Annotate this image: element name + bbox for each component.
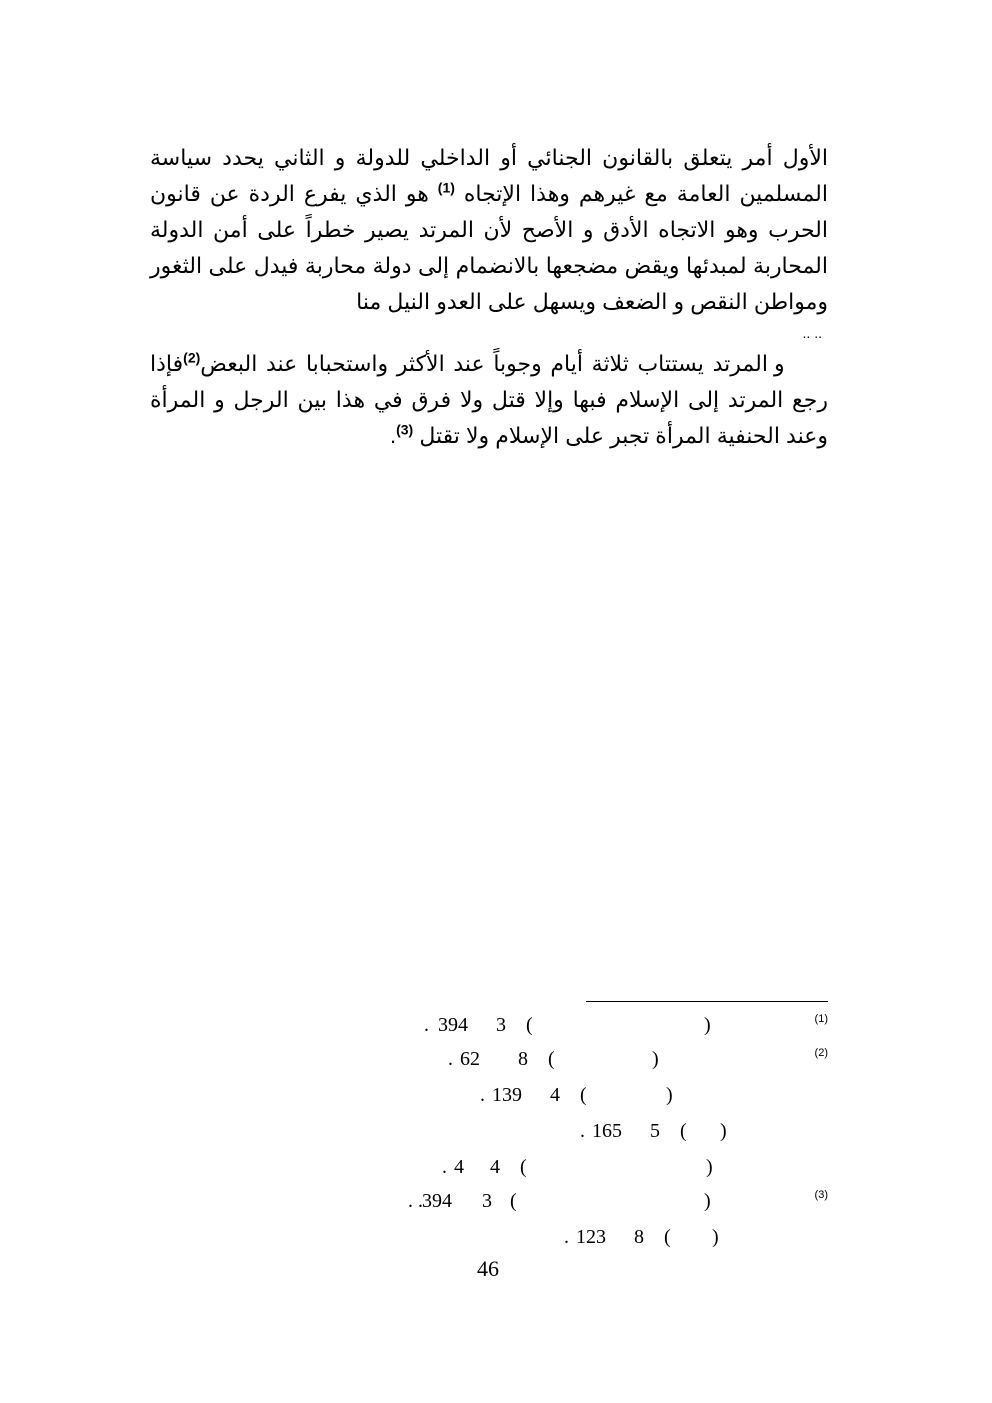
footnote-line xyxy=(300,1008,828,1042)
footnote-volume: 8 xyxy=(634,1226,644,1248)
footnote-paren-open: ) xyxy=(720,1120,727,1142)
footnote-period: . xyxy=(424,1014,429,1036)
footnote-page: 394 xyxy=(422,1190,452,1212)
footnote-volume: 3 xyxy=(496,1014,506,1036)
footnote-paren-open: ) xyxy=(652,1048,659,1070)
footnote-volume: 4 xyxy=(490,1156,500,1178)
footnote-ref-1[interactable]: (1) xyxy=(437,179,455,196)
footnote-page: 123 xyxy=(576,1226,606,1248)
footnote-period: . . xyxy=(408,1190,423,1212)
footnote-separator xyxy=(586,1001,828,1002)
main-text xyxy=(150,140,828,454)
footnote-paren-close: ( xyxy=(520,1156,527,1178)
footnote-ref-3[interactable]: (3) xyxy=(396,421,414,438)
footnote-page: 4 xyxy=(454,1156,464,1178)
footnote-volume: 8 xyxy=(518,1048,528,1070)
footnote-number: (1) xyxy=(814,1013,828,1025)
footnote-period: . xyxy=(480,1084,485,1106)
footnote-line xyxy=(300,1150,828,1184)
footnote-line xyxy=(300,1220,828,1254)
footnote-paren-close: ( xyxy=(526,1014,533,1036)
footnotes xyxy=(300,1008,828,1258)
paragraph-1-dots: .. .. xyxy=(802,325,822,341)
footnote-paren-close: ( xyxy=(548,1048,555,1070)
footnote-paren-open: ) xyxy=(666,1084,673,1106)
footnote-volume: 3 xyxy=(482,1190,492,1212)
footnote-line xyxy=(300,1042,828,1076)
paragraph-2-text-a: و المرتد يستتاب ثلاثة أيام وجوباً عند الأكثر واستحبابا عند البعض xyxy=(200,351,785,376)
paragraph-2-end: . xyxy=(389,423,397,448)
footnote-number: (3) xyxy=(814,1189,828,1201)
footnote-paren-open: ) xyxy=(704,1014,711,1036)
page-number: 46 xyxy=(477,1256,499,1281)
footnote-paren-open: ) xyxy=(704,1190,711,1212)
footnote-number: (2) xyxy=(814,1047,828,1059)
footnote-period: . xyxy=(448,1048,453,1070)
paragraph-1-text-a: الأول أمر يتعلق بالقانون الجنائي أو الداخلي للدولة و الثاني يحدد سياسة المسلمين العامة مع غيرهم وهذا الإتجاه xyxy=(150,145,828,206)
paragraph-1 xyxy=(150,140,828,320)
footnote-paren-close: ( xyxy=(680,1120,687,1142)
footnote-volume: 4 xyxy=(550,1084,560,1106)
footnote-page: 139 xyxy=(492,1084,522,1106)
footnote-paren-open: ) xyxy=(712,1226,719,1248)
paragraph-2 xyxy=(150,346,828,454)
footnote-period: . xyxy=(564,1226,569,1248)
footnote-volume: 5 xyxy=(650,1120,660,1142)
footnote-paren-close: ( xyxy=(664,1226,671,1248)
footnote-ref-2[interactable]: (2) xyxy=(183,349,201,366)
footnote-paren-open: ) xyxy=(706,1156,713,1178)
footnote-page: 394 xyxy=(438,1014,468,1036)
footnote-page: 165 xyxy=(592,1120,622,1142)
footnote-line xyxy=(300,1078,828,1112)
footnote-period: . xyxy=(442,1156,447,1178)
footnote-line xyxy=(300,1184,828,1218)
paragraph-1-text-b: هو الذي يفرع الردة عن قانون الحرب وهو الاتجاه الأدق و الأصح لأن المرتد يصير خطراً على أمن الدولة المحاربة لمبدئها ويقض مضجعها بالانضمام إلى دولة محاربة فيدل على الثغور ومواطن النقص و الضعف ويسهل على العدو النيل منا xyxy=(150,181,829,314)
footnote-paren-close: ( xyxy=(580,1084,587,1106)
footnote-period: . xyxy=(580,1120,585,1142)
footnote-page: 62 xyxy=(460,1048,480,1070)
footnote-paren-close: ( xyxy=(510,1190,517,1212)
footnote-line xyxy=(300,1114,828,1148)
paragraph-2-text-b: فإذا رجع المرتد إلى الإسلام فبها وإلا قتل ولا فرق في هذا بين الرجل و المرأة وعند الحنفية المرأة تجبر على الإسلام ولا تقتل xyxy=(150,351,828,448)
